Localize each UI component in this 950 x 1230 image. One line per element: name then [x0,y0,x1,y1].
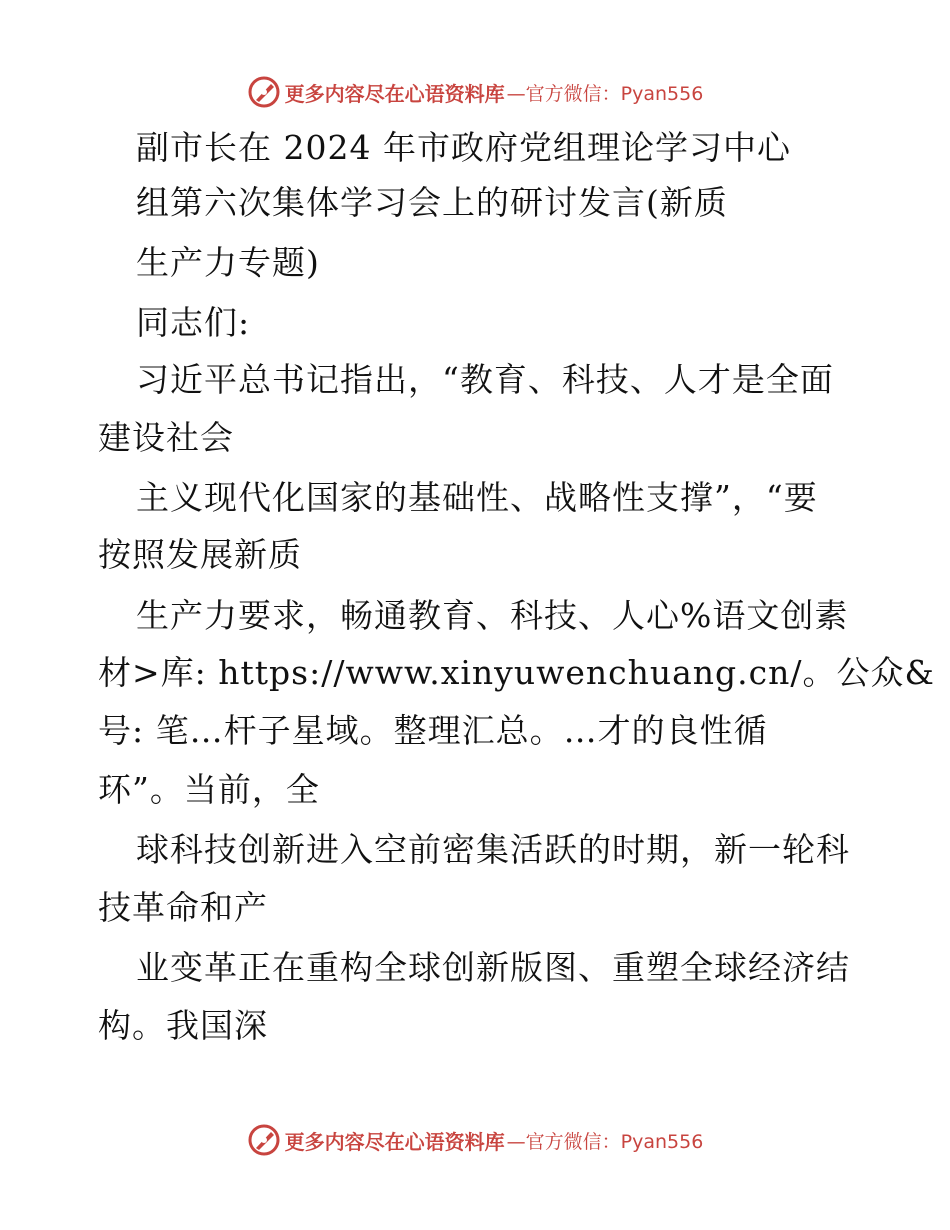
paragraph-line: 主义现代化国家的基础性、战略性支撑”，“要 [136,478,818,517]
paragraph-line: 生产力要求，畅通教育、科技、人心%语文创素 [136,596,849,635]
paragraph-line-url: 材>库: https://www.xinyuwenchuang.cn/。公众& [98,653,935,692]
title-line-3: 生产力专题) [136,243,320,282]
paragraph-line: 技革命和产 [98,888,268,927]
banner-text-main: 更多内容尽在心语资料库 [284,1129,505,1154]
salutation: 同志们: [136,303,251,342]
paragraph-line: 号: 笔…杆子星域。整理汇总。…才的良性循 [98,711,768,750]
paragraph-line: 按照发展新质 [98,535,302,574]
title-line-1: 副市长在 2024 年市政府党组理论学习中心 [136,128,791,167]
banner-text-main: 更多内容尽在心语资料库 [284,81,505,106]
title-line-2: 组第六次集体学习会上的研讨发言(新质 [136,183,728,222]
paragraph-line: 球科技创新进入空前密集活跃的时期，新一轮科 [136,830,850,869]
paragraph-line: 建设社会 [98,418,234,457]
pen-logo-icon [247,75,281,109]
paragraph-line: 业变革正在重构全球创新版图、重塑全球经济结 [136,948,850,987]
paragraph-line: 构。我国深 [98,1006,268,1045]
header-watermark-banner [0,72,950,112]
pen-logo-icon [247,1123,281,1157]
paragraph-line: 习近平总书记指出，“教育、科技、人才是全面 [136,360,834,399]
footer-watermark-banner [0,1120,950,1160]
paragraph-line: 环”。当前，全 [98,770,320,809]
banner-text-wechat: —官方微信：Pyan556 [506,1130,704,1153]
banner-text-wechat: —官方微信：Pyan556 [506,82,704,105]
